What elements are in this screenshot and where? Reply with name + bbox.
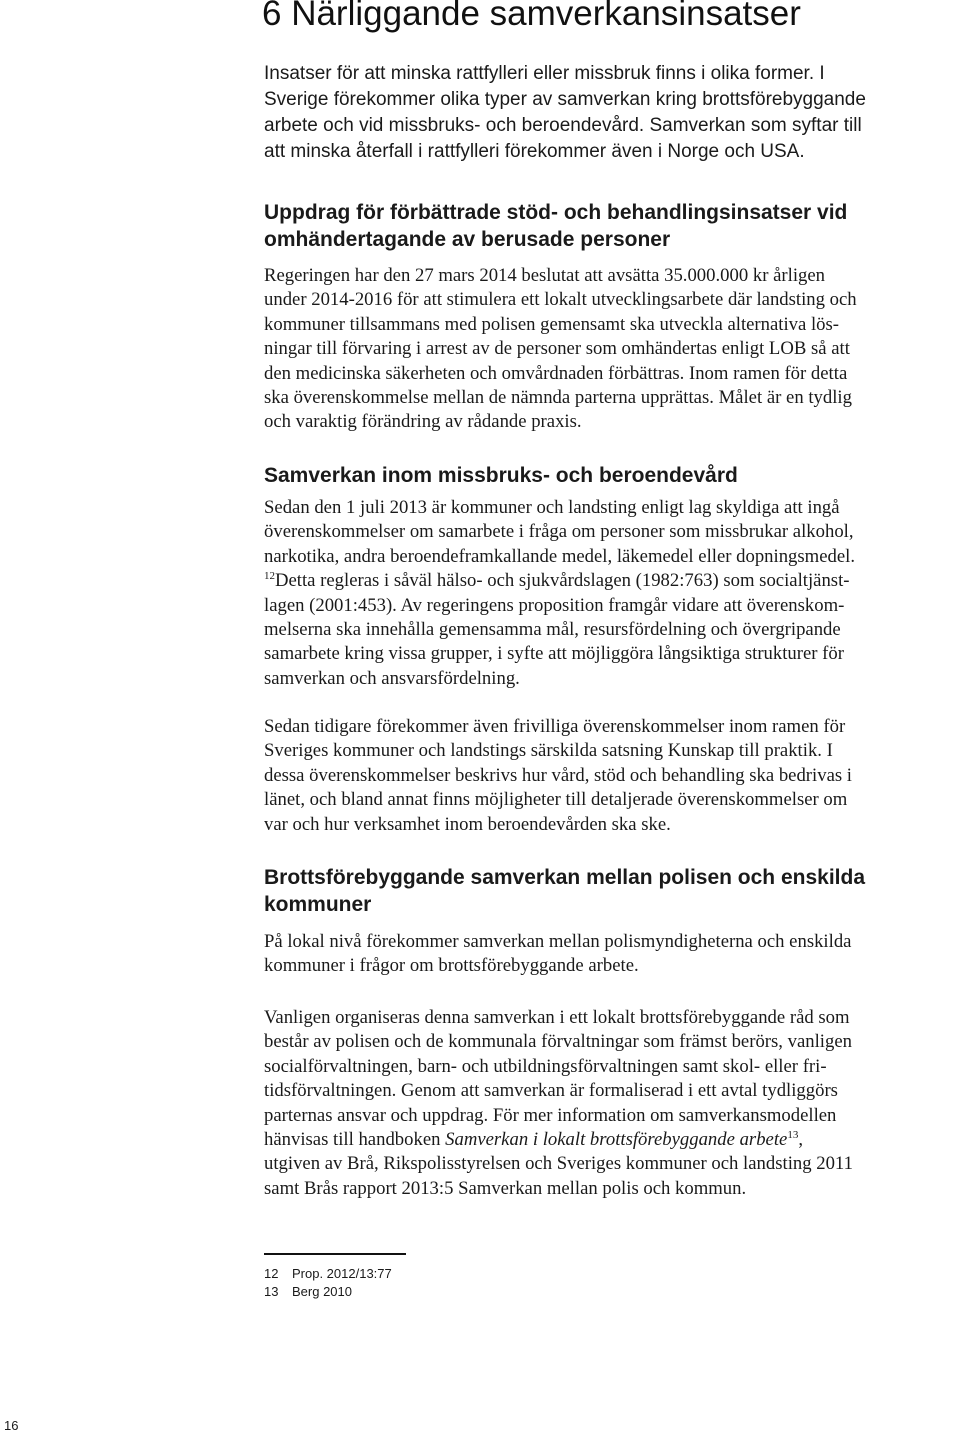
- intro-paragraph: [264, 61, 958, 165]
- section-heading-uppdrag: [264, 199, 954, 253]
- page-number: 16: [4, 1418, 19, 1433]
- paragraph-line: parternas ansvar och uppdrag. För mer information om samverkansmodellen: [264, 1104, 837, 1126]
- paragraph-line: Sedan tidigare förekommer även frivilliga överenskommelser inom ramen för: [264, 716, 846, 737]
- intro-line: att minska återfall i rattfylleri förekommer även i Norge och USA.: [264, 141, 805, 162]
- intro-line: arbete och vid missbruks- och beroendevård. Samverkan som syftar till: [264, 115, 862, 136]
- paragraph-line: kommuner i frågor om brottsförebyggande arbete.: [264, 955, 639, 977]
- section-heading-brottsforebyggande: [264, 864, 954, 918]
- paragraph-line: samarbete kring vissa grupper, i syfte att möjliggöra långsiktiga strukturer för: [264, 643, 844, 665]
- paragraph-line: ska överenskommelse mellan de nämnda parterna upprättas. Målet är en tydlig: [264, 387, 852, 409]
- paragraph-text: Detta regleras i såväl hälso- och sjukvårdslagen (1982:763) som socialtjänst-: [275, 570, 850, 592]
- heading-line: Uppdrag för förbättrade stöd- och behandlingsinsatser vid: [264, 201, 848, 224]
- paragraph-line: [264, 1128, 960, 1152]
- paragraph-line: under 2014-2016 för att stimulera ett lokalt utvecklingsarbete där landsting och: [264, 289, 857, 311]
- paragraph-line: var och hur verksamhet inom beroendevården ska ske.: [264, 813, 671, 835]
- paragraph-line: den medicinska säkerheten och omvårdnaden förbättras. Inom ramen för detta: [264, 362, 848, 384]
- paragraph-line: samt Brås rapport 2013:5 Samverkan mellan polis och kommun.: [264, 1177, 747, 1199]
- footnote-text: Prop. 2012/13:77: [292, 1266, 392, 1281]
- footnote-12: [264, 1264, 392, 1284]
- footnote-number: 12: [264, 1266, 279, 1281]
- handbook-title: Samverkan i lokalt brottsförebyggande arbete: [445, 1129, 788, 1151]
- chapter-title: 6 Närliggande samverkansinsatser: [262, 0, 801, 33]
- footnote-13: [264, 1282, 352, 1302]
- paragraph-line: länet, och bland annat finns möjligheter till detaljerade överenskommelser om: [264, 789, 848, 811]
- heading-line: kommuner: [264, 893, 372, 916]
- paragraph-line: tidsförvaltningen. Genom att samverkan är formaliserad i ett avtal tydliggörs: [264, 1080, 838, 1102]
- paragraph-line: Regeringen har den 27 mars 2014 beslutat att avsätta 35.000.000 kr årligen: [264, 265, 825, 286]
- uppdrag-paragraph: [264, 264, 960, 435]
- heading-line: Brottsförebyggande samverkan mellan polisen och enskilda: [264, 866, 866, 889]
- paragraph-line: dessa överenskommelser beskrivs hur vård, stöd och behandling ska bedrivas i: [264, 764, 852, 786]
- missbruk-paragraph-2: [264, 715, 960, 837]
- brott-paragraph-1: [264, 930, 960, 979]
- paragraph-line: narkotika, andra beroendeframkallande medel, läkemedel eller dopningsmedel.: [264, 545, 856, 567]
- paragraph-line: socialförvaltningen, barn- och utbildningsförvaltningen samt skol- eller fri-: [264, 1055, 827, 1077]
- heading-line: Samverkan inom missbruks- och beroendevård: [264, 464, 738, 487]
- paragraph-line: På lokal nivå förekommer samverkan mellan polismyndigheterna och enskilda: [264, 931, 852, 952]
- paragraph-text: ,: [798, 1129, 803, 1151]
- paragraph-line: ningar till förvaring i arrest av de personer som omhändertas enligt LOB så att: [264, 338, 850, 360]
- paragraph-line: består av polisen och de kommunala förvaltningar som främst berörs, vanligen: [264, 1031, 852, 1053]
- footnote-number: 13: [264, 1284, 279, 1299]
- footnote-text: Berg 2010: [292, 1284, 352, 1299]
- paragraph-line: kommuner tillsammans med polisen gemensamt ska utveckla alternativa lös-: [264, 313, 840, 335]
- footnote-ref-12[interactable]: 12: [264, 569, 275, 582]
- section-heading-samverkan-missbruk: [264, 462, 954, 489]
- paragraph-line: överenskommelser om samarbete i fråga om personer som missbrukar alkohol,: [264, 521, 854, 543]
- paragraph-line: och varaktig förändring av rådande praxis.: [264, 411, 582, 433]
- paragraph-line: melserna ska innehålla gemensamma mål, resursfördelning och övergripande: [264, 619, 841, 641]
- paragraph-text: hänvisas till handboken: [264, 1129, 446, 1151]
- paragraph-line: utgiven av Brå, Rikspolisstyrelsen och Sveriges kommuner och landsting 2011: [264, 1153, 853, 1175]
- paragraph-line: samverkan och ansvarsfördelning.: [264, 667, 520, 689]
- footnote-divider: [264, 1253, 406, 1255]
- heading-line: omhändertagande av berusade personer: [264, 228, 671, 251]
- missbruk-paragraph-1: [264, 496, 960, 691]
- intro-line: Insatser för att minska rattfylleri eller missbruk finns i olika former. I: [264, 63, 825, 84]
- footnote-ref-13[interactable]: 13: [787, 1128, 799, 1141]
- brott-paragraph-2: [264, 1006, 960, 1201]
- intro-line: Sverige förekommer olika typer av samverkan kring brottsförebyggande: [264, 89, 866, 110]
- paragraph-line: Vanligen organiseras denna samverkan i ett lokalt brottsförebyggande råd som: [264, 1007, 850, 1028]
- paragraph-line: Sveriges kommuner och landstings särskilda satsning Kunskap till praktik. I: [264, 740, 833, 762]
- paragraph-line: [264, 569, 960, 593]
- paragraph-line: Sedan den 1 juli 2013 är kommuner och landsting enligt lag skyldiga att ingå: [264, 497, 840, 518]
- paragraph-line: lagen (2001:453). Av regeringens proposition framgår vidare att överenskom-: [264, 594, 845, 616]
